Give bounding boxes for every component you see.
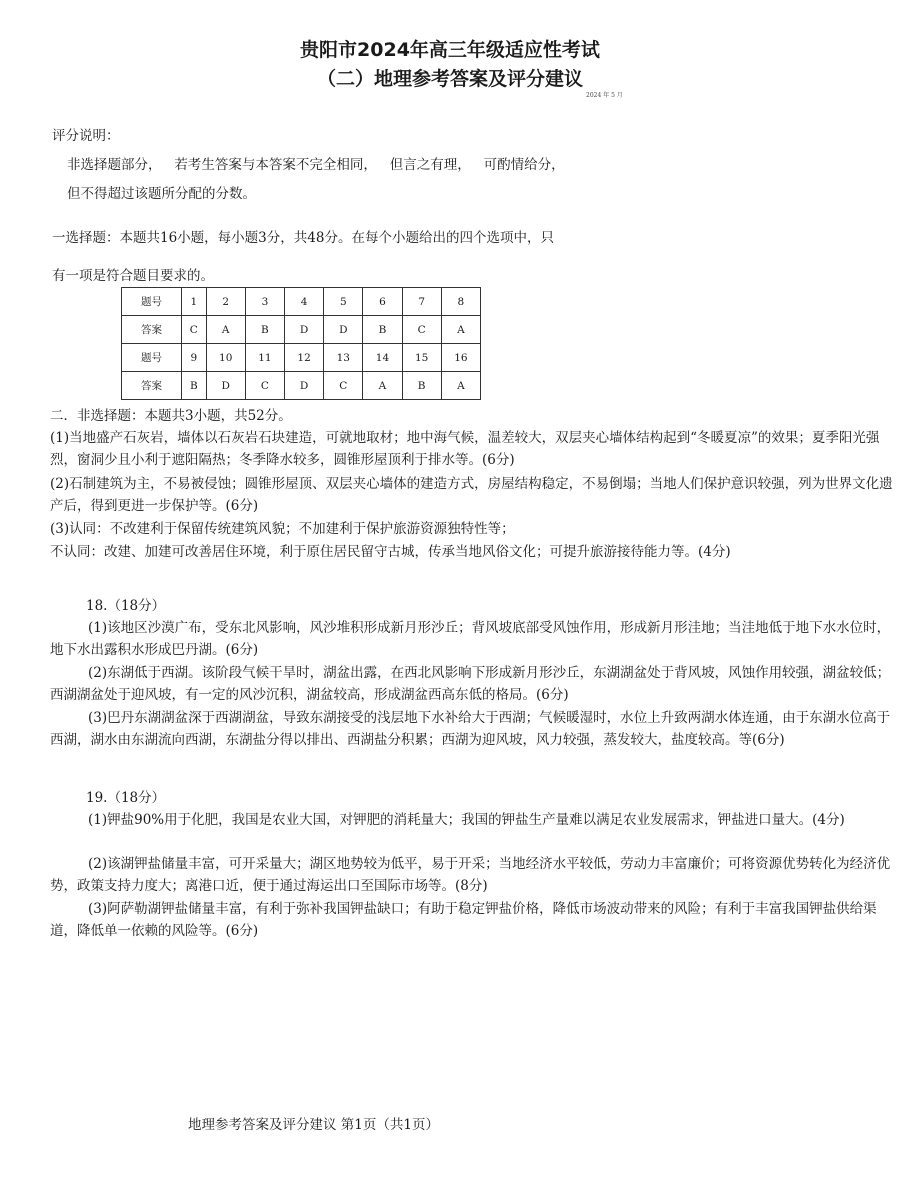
q18-answer-3: (3)巴丹东湖湖盆深于西湖湖盆，导致东湖接受的浅层地下水补给大于西湖；气候暖湿时，水位上升致两湖水体连通，由于东湖水位高于西湖，湖水由东湖流向西湖，东湖盐分得以排出、西湖盐分积累；西湖为迎风坡，风力较强，蒸发较大，盐度较高。等(6分) bbox=[50, 710, 891, 748]
q19-answer-3: (3)阿萨勒湖钾盐储量丰富，有利于弥补我国钾盐缺口；有助于稳定钾盐价格，降低市场波动带来的风险；有利于丰富我国钾盐供给渠道，降低单一依赖的风险等。(6分) bbox=[50, 901, 877, 939]
q19-answer-2: (2)该湖钾盐储量丰富，可开采量大；湖区地势较为低平，易于开采；当地经济水平较低，劳动力丰富廉价；可将资源优势转化为经济优势，政策支持力度大；离港口近，便于通过海运出口至国际市场等。(8分) bbox=[50, 856, 891, 894]
answer-table-cell: 5 bbox=[324, 288, 363, 316]
answer-table-cell: C bbox=[402, 316, 441, 344]
q18-answer-2: (2)东湖低于西湖。该阶段气候干旱时，湖盆出露，在西北风影响下形成新月形沙丘，东湖湖盆处于背风坡，风蚀作用较强，湖盆较低；西湖湖盆处于迎风坡，有一定的风沙沉积，湖盆较高，形成湖盆西高东低的格局。(6分) bbox=[50, 665, 891, 703]
q17-answer-3b: 不认同：改建、加建可改善居住环境，利于原住居民留守古城，传承当地风俗文化；可提升旅游接待能力等。(4分) bbox=[50, 544, 731, 560]
q17-answer-3a: (3)认同：不改建利于保留传统建筑风貌；不加建利于保护旅游资源独特性等； bbox=[50, 521, 515, 537]
answer-table-cell: C bbox=[324, 372, 363, 400]
answer-table-row-header: 答案 bbox=[122, 316, 182, 344]
answer-table-row bbox=[122, 344, 481, 372]
answer-table-row bbox=[122, 316, 481, 344]
answer-table-cell: 3 bbox=[245, 288, 284, 316]
answer-table-cell: 13 bbox=[324, 344, 363, 372]
answer-table-row bbox=[122, 372, 481, 400]
answer-table-cell: D bbox=[285, 372, 324, 400]
answer-table-cell: D bbox=[324, 316, 363, 344]
answer-table-cell: 16 bbox=[441, 344, 480, 372]
answer-table-row-header: 题号 bbox=[122, 344, 182, 372]
scoring-note-line2: 但不得超过该题所分配的分数。 bbox=[67, 186, 256, 202]
answer-table bbox=[121, 287, 481, 400]
answer-table-cell: 14 bbox=[363, 344, 402, 372]
answer-table-row-header: 答案 bbox=[122, 372, 182, 400]
answer-table-cell: 8 bbox=[441, 288, 480, 316]
page-subtitle: （二）地理参考答案及评分建议 bbox=[316, 68, 583, 90]
answer-table-cell: B bbox=[245, 316, 284, 344]
answer-table-cell: D bbox=[206, 372, 245, 400]
q19-answer-1: (1)钾盐90%用于化肥，我国是农业大国，对钾肥的消耗量大；我国的钾盐生产量难以满足农业发展需求，钾盐进口量大。(4分) bbox=[88, 812, 845, 828]
answer-table-cell: A bbox=[206, 316, 245, 344]
answer-table-cell: 15 bbox=[402, 344, 441, 372]
answer-table-row bbox=[122, 288, 481, 316]
answer-table-cell: B bbox=[402, 372, 441, 400]
page-footer: 地理参考答案及评分建议 第1页（共1页） bbox=[188, 1117, 439, 1133]
answer-table-cell: 9 bbox=[181, 344, 206, 372]
answer-table-cell: 6 bbox=[363, 288, 402, 316]
answer-table-cell: 7 bbox=[402, 288, 441, 316]
page-title: 贵阳市2024年高三年级适应性考试 bbox=[300, 39, 600, 61]
answer-table-cell: 4 bbox=[285, 288, 324, 316]
scoring-note-heading: 评分说明： bbox=[52, 128, 120, 144]
section1-intro-line1: 一选择题：本题共16小题，每小题3分，共48分。在每个小题给出的四个选项中，只 bbox=[52, 230, 554, 246]
answer-table-cell: A bbox=[441, 316, 480, 344]
date-label: 2024 年 5 月 bbox=[586, 92, 623, 99]
answer-table-cell: 11 bbox=[245, 344, 284, 372]
answer-table-cell: A bbox=[441, 372, 480, 400]
section2-heading: 二．非选择题：本题共3小题，共52分。 bbox=[50, 408, 292, 424]
answer-table-cell: C bbox=[181, 316, 206, 344]
answer-table-cell: D bbox=[285, 316, 324, 344]
q18-heading: 18.（18分） bbox=[86, 598, 166, 614]
answer-table-row-header: 题号 bbox=[122, 288, 182, 316]
q19-heading: 19.（18分） bbox=[86, 790, 166, 806]
answer-table-cell: 1 bbox=[181, 288, 206, 316]
answer-table-cell: B bbox=[363, 316, 402, 344]
answer-table-cell: B bbox=[181, 372, 206, 400]
answer-table-cell: A bbox=[363, 372, 402, 400]
answer-table-cell: 12 bbox=[285, 344, 324, 372]
scoring-note-line1: 非选择题部分， 若考生答案与本答案不完全相同， 但言之有理， 可酌情给分， bbox=[67, 157, 565, 173]
answer-table-cell: C bbox=[245, 372, 284, 400]
section1-intro-line2: 有一项是符合题目要求的。 bbox=[52, 268, 214, 284]
q18-answer-1: (1)该地区沙漠广布，受东北风影响，风沙堆积形成新月形沙丘；背风坡底部受风蚀作用，形成新月形洼地；当洼地低于地下水水位时，地下水出露积水形成巴丹湖。(6分) bbox=[50, 620, 891, 658]
answer-table-cell: 10 bbox=[206, 344, 245, 372]
answer-table-cell: 2 bbox=[206, 288, 245, 316]
q17-answer-1: (1)当地盛产石灰岩，墙体以石灰岩石块建造，可就地取材；地中海气候，温差较大，双层夹心墙体结构起到“冬暖夏凉”的效果；夏季阳光强烈，窗洞少且小利于遮阳隔热；冬季降水较多，圆锥形屋顶利于排水等。(6分) bbox=[50, 430, 880, 468]
q17-answer-2: (2)石制建筑为主，不易被侵蚀；圆锥形屋顶、双层夹心墙体的建造方式，房屋结构稳定，不易倒塌；当地人们保护意识较强，列为世界文化遗产后，得到更进一步保护等。(6分) bbox=[50, 476, 893, 514]
